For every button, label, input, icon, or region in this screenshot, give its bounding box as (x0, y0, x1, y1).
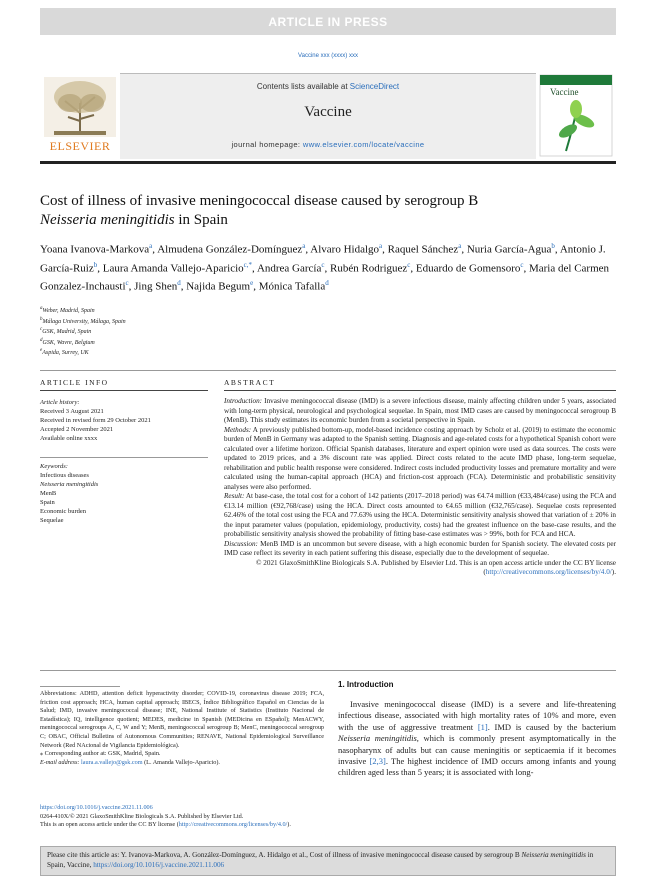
license-link[interactable]: http://creativecommons.org/licenses/by/4.0/ (485, 568, 612, 576)
abstract-methods-text: A previously published bottom-up, model-based incidence costing approach by Scholz et al. (2019) to estimate the economic burden of MenB in Germany was adapted to the Spanish setting. Diagnosis and age-related costs for a hypothetical Spanish cohort were calculated over a lifetime horizon. Official Spanish databases, literature and expert opinion were used as data sources. The costs were updated to 2019 prices, and a 3% discount rate was applied. Direct costs related to the acute IMD phase, long-term sequelae, rehabilitation and public health response were considered. Indirect costs included productivity losses and premature mortality and were calculated using the human-capital approach (HCA) and friction-cost approach (FCA). Deterministic and probabilistic sensitivity analyses were also performed. (224, 425, 616, 491)
author-affiliation-marker[interactable]: a (302, 242, 306, 250)
affiliation (40, 337, 340, 348)
author-name[interactable]: Rubén Rodriguez (329, 262, 408, 275)
affiliation (40, 326, 340, 337)
author-name[interactable]: Jing Shen (134, 280, 178, 293)
author-affiliation-marker[interactable]: c (125, 279, 129, 288)
affiliation-text: Weber, Madrid, Spain (42, 308, 95, 314)
masthead-center (120, 73, 536, 159)
article-info-rule (40, 390, 208, 391)
author-name[interactable]: Yoana Ivanova-Markova (40, 243, 150, 256)
abstract-methods-label: Methods: (224, 425, 252, 434)
article-title (40, 192, 616, 230)
history-online: Available online xxxx (40, 435, 98, 442)
journal-cover[interactable] (536, 73, 616, 158)
intro-text: . The highest incidence of IMD occurs among infants and young children aged less than 5 years; it is associated with long- (338, 756, 617, 778)
issn-line: 0264-410X/© 2021 GlaxoSmithKline Biologicals S.A. Published by Elsevier Ltd. (40, 812, 244, 820)
author-name[interactable]: Mónica Tafalla (258, 280, 326, 293)
cite-middle: in Spain, Vaccine, (47, 851, 594, 869)
author-name[interactable]: Alvaro Hidalgo (310, 243, 380, 256)
title-species: Neisseria meningitidis (40, 212, 175, 228)
abstract-body (224, 397, 616, 578)
title-line-2 (40, 211, 616, 230)
corresponding-author: ⁎ Corresponding author at: GSK, Madrid, Spain. (40, 750, 161, 758)
cite-doi-link[interactable]: https://doi.org/10.1016/j.vaccine.2021.11.006 (93, 860, 225, 869)
affiliation-marker: b (40, 316, 43, 322)
copyright-text: © 2021 GlaxoSmithKline Biologicals S.A. Published by Elsevier Ltd. This is an open access article under the CC BY license ( (256, 558, 616, 576)
author-name[interactable]: Najida Begum (186, 280, 251, 293)
citation-ref[interactable]: [1] (477, 721, 488, 732)
article-history (40, 398, 210, 443)
keyword: Economic burden (40, 508, 87, 515)
abstract-intro-label: Introduction: (224, 397, 263, 405)
affiliation-marker: e (40, 348, 43, 353)
oa-prefix: This is an open access article under the CC BY license ( (40, 821, 179, 829)
abstract-rule (224, 390, 616, 391)
abstract-heading: ABSTRACT (224, 378, 276, 387)
abstract-discussion-label: Discussion: (224, 539, 258, 548)
affiliation-list (40, 305, 340, 358)
abstract-discussion (224, 540, 616, 559)
keywords-label: Keywords: (40, 463, 68, 470)
abstract-result (224, 492, 616, 540)
author-affiliation-marker[interactable]: c (321, 260, 325, 269)
elsevier-wordmark: ELSEVIER (49, 139, 111, 153)
sciencedirect-link[interactable]: ScienceDirect (349, 82, 400, 91)
citation-ref[interactable]: [2,3] (369, 756, 386, 767)
affiliation-text: Aspida, Surrey, UK (42, 350, 89, 356)
author-name[interactable]: Laura Amanda Vallejo-Aparicio (102, 262, 244, 275)
homepage-prefix: journal homepage: (231, 140, 303, 149)
abstract-introduction (224, 397, 616, 426)
introduction-body (338, 699, 616, 779)
cover-title: Vaccine (550, 87, 579, 97)
abstract-intro-text: Invasive meningococcal disease (IMD) is a severe infectious disease, mainly affecting children under 5 years, associated with long-term physical, neurological and psychological sequelae. In Spain, most IMD cases are caused by meningococcal serogroup B (MenB). This study estimates its economic burden from a societal perspective in Spain. (224, 397, 616, 424)
copyright-end: ). (611, 568, 616, 576)
affiliation-marker: c (40, 327, 43, 332)
history-revised: Received in revised form 29 October 2021 (40, 417, 151, 424)
cite-species: Neisseria meningitidis (521, 851, 586, 859)
history-label: Article history: (40, 399, 80, 406)
abbreviations-footnote: Abbreviations: ADHD, attention deficit hyperactivity disorder; COVID-19, coronavirus disease 2019; FCA, friction cost approach; HCA, human capital approach; IBECS, Índice Bibliográfico Español en Ciencias de la Salud; IMD, invasive meningococcal disease; INE, National Institute of Statistics (Instituto Nacional de Estadística); IQ, intelligence quotient; MEDES, medicine in Spanish (MEDicina en ESpañol); MenACWY, meningococcal serogroups A, C, W and Y; MenB, meningococcal serogroup B; MenC, meningococcal serogroup C; OBAC, Official Bulletins of Autonomous Communities; RENAVE, National Epidemiological Surveillance Network (Red NAcional de Vigilancia Epidemiológica). (40, 690, 324, 749)
history-received: Received 3 August 2021 (40, 408, 104, 415)
affiliation-marker: d (40, 337, 43, 343)
abstract-methods (224, 426, 616, 493)
keyword: Spain (40, 499, 55, 506)
author-affiliation-marker[interactable]: d (325, 279, 329, 288)
email-link[interactable]: laura.a.vallejo@gsk.com (81, 758, 143, 766)
doi-link[interactable]: https://doi.org/10.1016/j.vaccine.2021.11.006 (40, 804, 153, 811)
abstract-discussion-text: MenB IMD is an uncommon but severe disease, with a high economic burden for Spanish society. The elevated costs per IMD case reflect its severity in each patient suffering this disease, especially due to the development of sequelae. (224, 539, 616, 557)
journal-homepage (120, 140, 536, 149)
author-affiliation-marker[interactable]: b (93, 260, 98, 269)
email-label: E-mail address: (40, 758, 82, 766)
author-affiliation-marker[interactable]: d (177, 279, 181, 288)
masthead-rule (40, 161, 616, 164)
author-name[interactable]: Antonio J. García-Ruiz (40, 243, 606, 275)
introduction-heading: 1. Introduction (338, 680, 394, 689)
cite-prefix: Please cite this article as: Y. Ivanova-Markova, A. González-Domínguez, A. Hidalgo et al., Cost of illness of invasive meningococcal disease caused by serogroup B (47, 851, 522, 859)
oa-license-link[interactable]: http://creativecommons.org/licenses/by/4.0/ (178, 821, 288, 829)
intro-text: , which is commonly present asymptomatically in the nasopharynx of adults but can cause meningitis or septicaemia if it becomes invasive (338, 733, 616, 767)
keywords-rule (40, 457, 208, 458)
journal-masthead (40, 73, 616, 158)
affiliation-text: Málaga University, Málaga, Spain (42, 318, 126, 325)
contents-prefix: Contents lists available at (256, 82, 350, 91)
affiliation (40, 316, 340, 327)
affiliation (40, 347, 340, 358)
doi-block (40, 804, 616, 830)
intro-species: Neisseria meningitidis (338, 733, 417, 744)
keywords-block (40, 462, 210, 525)
affiliation (40, 305, 340, 316)
homepage-link[interactable]: www.elsevier.com/locate/vaccine (302, 140, 425, 149)
author-name[interactable]: Raquel Sánchez (387, 243, 459, 256)
top-citation[interactable]: Vaccine xxx (xxxx) xxx (298, 53, 358, 59)
affiliation-marker: a (40, 306, 43, 311)
article-in-press-banner: ARTICLE IN PRESS (40, 8, 616, 35)
abstract-result-label: Result: (224, 492, 245, 500)
header-divider (40, 370, 616, 371)
author-affiliation-marker[interactable]: a (149, 242, 153, 250)
title-line-1: Cost of illness of invasive meningococcal disease caused by serogroup B (40, 193, 479, 209)
author-affiliation-marker[interactable]: e (250, 279, 254, 288)
contents-line (120, 82, 536, 91)
footnotes (40, 690, 324, 767)
affiliation-text: GSK, Madrid, Spain (42, 329, 92, 335)
intro-text: Invasive meningococcal disease (IMD) is a severe and life-threatening infectious disease, associated with high mortality rates of 10% and more, even with the use of aggressive treatment (338, 699, 616, 732)
title-suffix: in Spain (174, 212, 228, 228)
author-name[interactable]: Almudena González-Domínguez (157, 243, 303, 256)
citation-box (40, 846, 616, 876)
author-name[interactable]: Nuria García-Agua (466, 243, 552, 256)
affiliation-text: GSK, Wavre, Belgium (42, 339, 95, 346)
author-affiliation-marker[interactable]: c (520, 260, 524, 269)
author-affiliation-marker[interactable]: c,* (243, 260, 253, 269)
keyword: MenB (40, 490, 57, 497)
author-affiliation-marker[interactable]: b (551, 242, 555, 250)
open-access-line (40, 821, 616, 830)
history-accepted: Accepted 2 November 2021 (40, 426, 114, 433)
intro-text: . IMD is caused by the bacterium (487, 721, 616, 732)
elsevier-logo[interactable] (40, 73, 120, 158)
abstract-result-text: At base-case, the total cost for a cohort of 142 patients (2017–2018 period) was €4.74 million (€33,484/case) using the FCA and €13.14 million (€92,768/case) using the HCA. Direct costs amounted to €4.65 million (€32,765/case). Sequelae costs represented 62.46% of the total cost using the FCA and 77.63% using the HCA. Deterministic sensitivity analysis showed that variation of ± 20% in the input parameter values (population, epidemiology, productivity, costs) had the greatest influence on the base-case results, and the probabilistic sensitivity analysis showed the probability of fitting base-case estimates was > 99%, both for FCA and HCA. (224, 492, 616, 538)
footnote-rule (40, 686, 120, 687)
keyword: Infectious diseases (40, 472, 89, 479)
abstract-copyright (224, 559, 616, 578)
author-list: Yoana Ivanova-Markova$^a$, Almudena González-Domínguez$^a$, Alvaro Hidalgo$^a$, Raquel Sánchez$^a$, Nuria García-Agua$^b$, Antonio J. García-Ruiz$^b$, Laura Amanda Vallejo-Aparicio$^{c,*}$, Andrea García$^c$, Rubén Rodriguez$^c$, Eduardo de Gomensoro$^c$, Maria del Carmen Gonzalez-Inchausti$^c$, Jing Shen$^d$, Najida Begum$^e$, Mónica Tafalla$^d$ (40, 242, 610, 293)
author-affiliation-marker[interactable]: a (379, 242, 383, 250)
author-name[interactable]: Eduardo de Gomensoro (415, 262, 521, 275)
email-suffix: (L. Amanda Vallejo-Aparicio). (142, 758, 220, 766)
keyword: Sequelae (40, 517, 64, 524)
keyword: Neisseria meningitidis (40, 481, 99, 488)
email-line (40, 759, 324, 768)
author-affiliation-marker[interactable]: c (407, 260, 411, 269)
oa-suffix: ). (287, 821, 291, 829)
abstract-bottom-rule (40, 670, 616, 671)
author-affiliation-marker[interactable]: a (458, 242, 462, 250)
journal-title: Vaccine (304, 104, 352, 120)
article-info-heading: ARTICLE INFO (40, 378, 109, 387)
author-name[interactable]: Andrea García (256, 262, 322, 275)
author-name[interactable]: Maria del Carmen Gonzalez-Inchausti (40, 262, 610, 293)
